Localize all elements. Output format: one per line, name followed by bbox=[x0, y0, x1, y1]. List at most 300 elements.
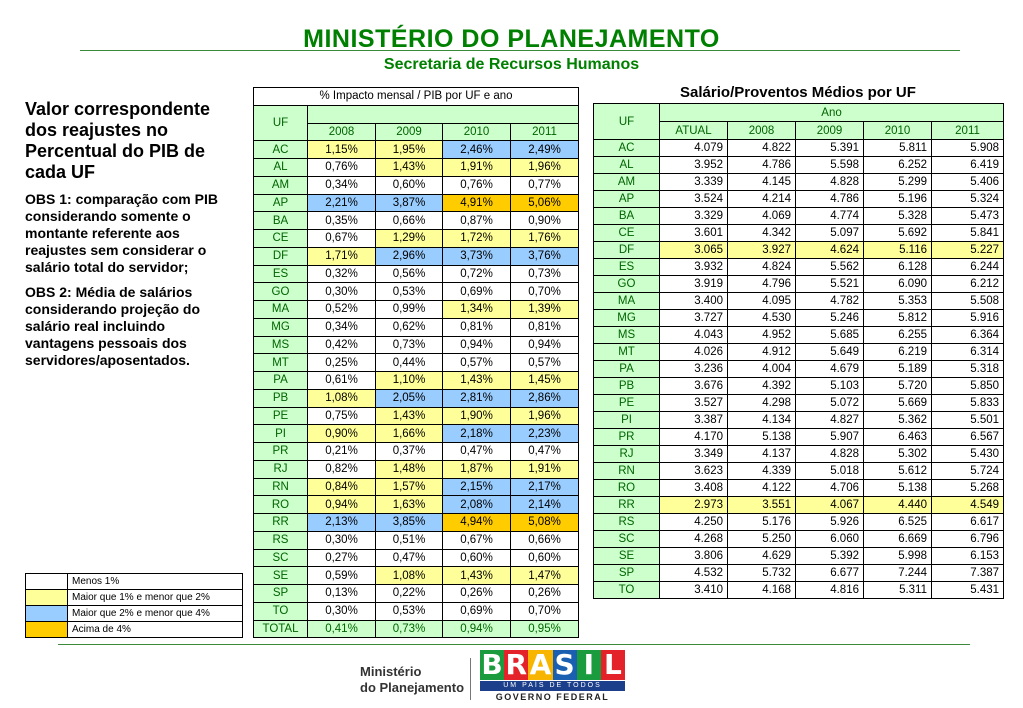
pib-cell: 0,61% bbox=[308, 372, 376, 390]
salary-cell: 3.676 bbox=[660, 378, 728, 395]
pib-cell: 2,81% bbox=[443, 389, 511, 407]
pib-cell: 0,37% bbox=[376, 443, 443, 461]
salary-cell: 4.827 bbox=[796, 412, 864, 429]
pib-cell: 0,30% bbox=[308, 602, 376, 620]
pib-title-row bbox=[254, 88, 579, 106]
pib-cell: 0,99% bbox=[376, 301, 443, 319]
salary-cell: 5.189 bbox=[864, 361, 932, 378]
salary-row bbox=[594, 174, 1004, 191]
salary-uf-ap: AP bbox=[594, 191, 660, 208]
pib-cell: 0,27% bbox=[308, 549, 376, 567]
brasil-letter: A bbox=[529, 648, 552, 681]
brasil-letter: I bbox=[577, 650, 601, 680]
salary-cell: 3.408 bbox=[660, 480, 728, 497]
salary-cell: 5.097 bbox=[796, 225, 864, 242]
salary-cell: 4.168 bbox=[728, 582, 796, 599]
salary-cell: 7.387 bbox=[932, 565, 1004, 582]
pib-row bbox=[254, 230, 579, 248]
salary-cell: 4.079 bbox=[660, 140, 728, 157]
salary-cell: 4.782 bbox=[796, 293, 864, 310]
salary-row bbox=[594, 225, 1004, 242]
salary-cell: 6.364 bbox=[932, 327, 1004, 344]
pib-cell: 0,73% bbox=[511, 265, 579, 283]
pib-uf-mg: MG bbox=[254, 318, 308, 336]
pib-uf-rj: RJ bbox=[254, 460, 308, 478]
salary-row bbox=[594, 582, 1004, 599]
salary-cell: 4.679 bbox=[796, 361, 864, 378]
salary-row bbox=[594, 480, 1004, 497]
salary-row bbox=[594, 565, 1004, 582]
pib-uf-am: AM bbox=[254, 176, 308, 194]
salary-cell: 6.212 bbox=[932, 276, 1004, 293]
salary-cell: 3.806 bbox=[660, 548, 728, 565]
pib-cell: 0,25% bbox=[308, 354, 376, 372]
salary-cell: 5.392 bbox=[796, 548, 864, 565]
pib-row bbox=[254, 585, 579, 603]
pib-cell: 1,96% bbox=[511, 159, 579, 177]
brasil-wordmark bbox=[480, 650, 625, 680]
footer-divider bbox=[58, 644, 970, 645]
pib-uf-rn: RN bbox=[254, 478, 308, 496]
salary-uf-mg: MG bbox=[594, 310, 660, 327]
salary-cell: 2.973 bbox=[660, 497, 728, 514]
pib-cell: 3,87% bbox=[376, 194, 443, 212]
salary-cell: 5.362 bbox=[864, 412, 932, 429]
salary-row bbox=[594, 412, 1004, 429]
salary-col-2011: 2011 bbox=[932, 122, 1004, 140]
pib-row bbox=[254, 549, 579, 567]
salary-cell: 5.324 bbox=[932, 191, 1004, 208]
pib-cell: 0,70% bbox=[511, 602, 579, 620]
pib-cell: 0,21% bbox=[308, 443, 376, 461]
pib-cell: 3,85% bbox=[376, 514, 443, 532]
pib-uf-sp: SP bbox=[254, 585, 308, 603]
salary-uf-mt: MT bbox=[594, 344, 660, 361]
pib-uf-ap: AP bbox=[254, 194, 308, 212]
salary-row bbox=[594, 276, 1004, 293]
salary-row bbox=[594, 293, 1004, 310]
pib-cell: 0,34% bbox=[308, 318, 376, 336]
salary-cell: 3.927 bbox=[728, 242, 796, 259]
salary-cell: 5.811 bbox=[864, 140, 932, 157]
pib-cell: 0,75% bbox=[308, 407, 376, 425]
salary-cell: 6.244 bbox=[932, 259, 1004, 276]
salary-cell: 5.926 bbox=[796, 514, 864, 531]
pib-cell: 2,14% bbox=[511, 496, 579, 514]
brasil-letter: R bbox=[505, 648, 528, 681]
salary-cell: 6.567 bbox=[932, 429, 1004, 446]
governo-federal: GOVERNO FEDERAL bbox=[495, 692, 610, 702]
pib-uf-sc: SC bbox=[254, 549, 308, 567]
salary-cell: 5.649 bbox=[796, 344, 864, 361]
salary-cell: 5.318 bbox=[932, 361, 1004, 378]
pib-cell: 0,69% bbox=[443, 283, 511, 301]
pib-cell: 2,21% bbox=[308, 194, 376, 212]
pib-cell: 1,71% bbox=[308, 247, 376, 265]
ministry-logo bbox=[360, 664, 464, 696]
pib-cell: 1,95% bbox=[376, 141, 443, 159]
pib-uf-ba: BA bbox=[254, 212, 308, 230]
salary-uf-pb: PB bbox=[594, 378, 660, 395]
salary-cell: 6.060 bbox=[796, 531, 864, 548]
salary-cell: 4.706 bbox=[796, 480, 864, 497]
salary-row bbox=[594, 310, 1004, 327]
salary-cell: 4.532 bbox=[660, 565, 728, 582]
salary-cell: 4.392 bbox=[728, 378, 796, 395]
pib-cell: 1,43% bbox=[443, 567, 511, 585]
salary-cell: 5.598 bbox=[796, 157, 864, 174]
pib-uf-pr: PR bbox=[254, 443, 308, 461]
pib-cell: 0,32% bbox=[308, 265, 376, 283]
salary-cell: 5.508 bbox=[932, 293, 1004, 310]
pib-row bbox=[254, 318, 579, 336]
pib-cell: 2,05% bbox=[376, 389, 443, 407]
salary-cell: 4.067 bbox=[796, 497, 864, 514]
salary-cell: 6.463 bbox=[864, 429, 932, 446]
pib-year-2008: 2008 bbox=[308, 123, 376, 141]
pib-header-spacer bbox=[308, 105, 579, 123]
salary-cell: 3.524 bbox=[660, 191, 728, 208]
salary-cell: 5.176 bbox=[728, 514, 796, 531]
pib-cell: 1,10% bbox=[376, 372, 443, 390]
salary-uf-ac: AC bbox=[594, 140, 660, 157]
pib-cell: 0,81% bbox=[511, 318, 579, 336]
pib-cell: 0,26% bbox=[511, 585, 579, 603]
pib-cell: 0,73% bbox=[376, 336, 443, 354]
salary-row bbox=[594, 208, 1004, 225]
pib-cell: 0,30% bbox=[308, 531, 376, 549]
salary-cell: 6.219 bbox=[864, 344, 932, 361]
salary-cell: 4.145 bbox=[728, 174, 796, 191]
salary-cell: 6.090 bbox=[864, 276, 932, 293]
salary-cell: 6.153 bbox=[932, 548, 1004, 565]
pib-cell: 2,18% bbox=[443, 425, 511, 443]
pib-row bbox=[254, 531, 579, 549]
salary-uf-go: GO bbox=[594, 276, 660, 293]
salary-uf-se: SE bbox=[594, 548, 660, 565]
salary-cell: 4.816 bbox=[796, 582, 864, 599]
pib-row bbox=[254, 567, 579, 585]
pib-cell: 0,69% bbox=[443, 602, 511, 620]
pib-row bbox=[254, 354, 579, 372]
salary-cell: 4.137 bbox=[728, 446, 796, 463]
pib-uf-ac: AC bbox=[254, 141, 308, 159]
pib-cell: 5,08% bbox=[511, 514, 579, 532]
pib-uf-mt: MT bbox=[254, 354, 308, 372]
salary-cell: 5.812 bbox=[864, 310, 932, 327]
salary-uf-df: DF bbox=[594, 242, 660, 259]
salary-cell: 5.302 bbox=[864, 446, 932, 463]
pib-cell: 2,08% bbox=[443, 496, 511, 514]
salary-cell: 5.138 bbox=[728, 429, 796, 446]
pib-year-2010: 2010 bbox=[443, 123, 511, 141]
pib-row bbox=[254, 141, 579, 159]
pib-cell: 4,94% bbox=[443, 514, 511, 532]
salary-row bbox=[594, 395, 1004, 412]
salary-cell: 6.669 bbox=[864, 531, 932, 548]
salary-cell: 3.919 bbox=[660, 276, 728, 293]
pib-cell: 1,76% bbox=[511, 230, 579, 248]
salary-row bbox=[594, 463, 1004, 480]
salary-cell: 3.551 bbox=[728, 497, 796, 514]
salary-cell: 3.623 bbox=[660, 463, 728, 480]
salary-cell: 4.440 bbox=[864, 497, 932, 514]
salary-cell: 3.727 bbox=[660, 310, 728, 327]
pib-cell: 1,48% bbox=[376, 460, 443, 478]
salary-cell: 5.406 bbox=[932, 174, 1004, 191]
pib-cell: 0,94% bbox=[511, 336, 579, 354]
pib-cell: 0,66% bbox=[511, 531, 579, 549]
salary-cell: 4.774 bbox=[796, 208, 864, 225]
salary-cell: 5.669 bbox=[864, 395, 932, 412]
pib-cell: 0,13% bbox=[308, 585, 376, 603]
salary-cell: 4.912 bbox=[728, 344, 796, 361]
salary-col-2009: 2009 bbox=[796, 122, 864, 140]
pib-cell: 1,63% bbox=[376, 496, 443, 514]
salary-cell: 4.786 bbox=[728, 157, 796, 174]
pib-row bbox=[254, 602, 579, 620]
pib-uf-al: AL bbox=[254, 159, 308, 177]
pib-cell: 1,57% bbox=[376, 478, 443, 496]
pib-row bbox=[254, 478, 579, 496]
salary-row bbox=[594, 531, 1004, 548]
pib-cell: 1,87% bbox=[443, 460, 511, 478]
pib-uf-header: UF bbox=[254, 105, 308, 141]
pib-uf-ma: MA bbox=[254, 301, 308, 319]
salary-cell: 6.525 bbox=[864, 514, 932, 531]
pib-cell: 1,66% bbox=[376, 425, 443, 443]
pib-cell: 0,67% bbox=[443, 531, 511, 549]
salary-cell: 6.617 bbox=[932, 514, 1004, 531]
pib-cell: 0,94% bbox=[443, 336, 511, 354]
salary-cell: 5.430 bbox=[932, 446, 1004, 463]
salary-cell: 4.828 bbox=[796, 174, 864, 191]
salary-cell: 5.562 bbox=[796, 259, 864, 276]
salary-row bbox=[594, 361, 1004, 378]
pib-cell: 0,57% bbox=[443, 354, 511, 372]
pib-uf-df: DF bbox=[254, 247, 308, 265]
pib-cell: 0,52% bbox=[308, 301, 376, 319]
pib-cell: 0,56% bbox=[376, 265, 443, 283]
salary-uf-sp: SP bbox=[594, 565, 660, 582]
salary-cell: 5.299 bbox=[864, 174, 932, 191]
pib-cell: 2,96% bbox=[376, 247, 443, 265]
pib-row bbox=[254, 176, 579, 194]
legend-swatch bbox=[26, 622, 68, 638]
pib-row bbox=[254, 443, 579, 461]
salary-uf-ro: RO bbox=[594, 480, 660, 497]
pib-cell: 0,47% bbox=[443, 443, 511, 461]
salary-cell: 4.134 bbox=[728, 412, 796, 429]
logo-separator bbox=[470, 658, 471, 700]
pib-cell: 2,17% bbox=[511, 478, 579, 496]
pib-row bbox=[254, 159, 579, 177]
pib-cell: 1,43% bbox=[443, 372, 511, 390]
salary-uf-rs: RS bbox=[594, 514, 660, 531]
pib-cell: 0,77% bbox=[511, 176, 579, 194]
pib-uf-pa: PA bbox=[254, 372, 308, 390]
salary-cell: 4.828 bbox=[796, 446, 864, 463]
salary-cell: 3.952 bbox=[660, 157, 728, 174]
salary-uf-sc: SC bbox=[594, 531, 660, 548]
pib-total-row bbox=[254, 620, 579, 638]
salary-table bbox=[593, 103, 1004, 599]
pib-uf-se: SE bbox=[254, 567, 308, 585]
pib-cell: 2,13% bbox=[308, 514, 376, 532]
pib-row bbox=[254, 283, 579, 301]
pib-row bbox=[254, 496, 579, 514]
salary-row bbox=[594, 191, 1004, 208]
pib-cell: 1,47% bbox=[511, 567, 579, 585]
pib-row bbox=[254, 194, 579, 212]
salary-cell: 5.908 bbox=[932, 140, 1004, 157]
salary-cell: 3.410 bbox=[660, 582, 728, 599]
pib-cell: 0,60% bbox=[443, 549, 511, 567]
notes-heading: Valor correspondente dos reajustes no Percentual do PIB de cada UF bbox=[25, 99, 211, 182]
pib-row bbox=[254, 212, 579, 230]
pib-cell: 0,30% bbox=[308, 283, 376, 301]
salary-cell: 5.833 bbox=[932, 395, 1004, 412]
salary-cell: 5.685 bbox=[796, 327, 864, 344]
salary-cell: 6.255 bbox=[864, 327, 932, 344]
pib-uf-ce: CE bbox=[254, 230, 308, 248]
ministry-logo-line2: do Planejamento bbox=[360, 680, 465, 695]
pib-cell: 0,60% bbox=[376, 176, 443, 194]
salary-uf-pa: PA bbox=[594, 361, 660, 378]
salary-uf-es: ES bbox=[594, 259, 660, 276]
salary-row bbox=[594, 140, 1004, 157]
pib-cell: 1,08% bbox=[376, 567, 443, 585]
salary-cell: 5.916 bbox=[932, 310, 1004, 327]
salary-cell: 5.431 bbox=[932, 582, 1004, 599]
pib-cell: 0,66% bbox=[376, 212, 443, 230]
legend-row bbox=[26, 590, 243, 606]
salary-cell: 6.677 bbox=[796, 565, 864, 582]
salary-cell: 5.246 bbox=[796, 310, 864, 327]
pib-cell: 1,39% bbox=[511, 301, 579, 319]
salary-cell: 6.128 bbox=[864, 259, 932, 276]
salary-row bbox=[594, 429, 1004, 446]
salary-cell: 3.329 bbox=[660, 208, 728, 225]
pib-uf-go: GO bbox=[254, 283, 308, 301]
pib-cell: 1,43% bbox=[376, 407, 443, 425]
salary-cell: 4.952 bbox=[728, 327, 796, 344]
salary-cell: 6.314 bbox=[932, 344, 1004, 361]
salary-uf-ba: BA bbox=[594, 208, 660, 225]
legend-swatch bbox=[26, 606, 68, 622]
salary-cell: 7.244 bbox=[864, 565, 932, 582]
legend-label: Acima de 4% bbox=[68, 622, 243, 638]
pib-header-row bbox=[254, 105, 579, 123]
salary-cell: 5.227 bbox=[932, 242, 1004, 259]
notes-panel bbox=[25, 99, 230, 369]
salary-cell: 4.298 bbox=[728, 395, 796, 412]
salary-cell: 6.796 bbox=[932, 531, 1004, 548]
salary-cell: 4.824 bbox=[728, 259, 796, 276]
salary-cell: 4.624 bbox=[796, 242, 864, 259]
salary-cell: 5.328 bbox=[864, 208, 932, 225]
pib-cell: 2,23% bbox=[511, 425, 579, 443]
salary-row bbox=[594, 548, 1004, 565]
salary-table-title: Salário/Proventos Médios por UF bbox=[680, 84, 916, 101]
salary-cell: 5.720 bbox=[864, 378, 932, 395]
salary-col-2008: 2008 bbox=[728, 122, 796, 140]
salary-cell: 4.250 bbox=[660, 514, 728, 531]
pib-uf-pb: PB bbox=[254, 389, 308, 407]
salary-cell: 5.103 bbox=[796, 378, 864, 395]
salary-ano-header: Ano bbox=[660, 104, 1004, 122]
salary-cell: 4.339 bbox=[728, 463, 796, 480]
pib-uf-to: TO bbox=[254, 602, 308, 620]
salary-cell: 5.724 bbox=[932, 463, 1004, 480]
pib-total-cell: 0,73% bbox=[376, 620, 443, 638]
salary-cell: 6.419 bbox=[932, 157, 1004, 174]
salary-cell: 5.196 bbox=[864, 191, 932, 208]
pib-total-cell: 0,95% bbox=[511, 620, 579, 638]
salary-cell: 4.786 bbox=[796, 191, 864, 208]
salary-cell: 3.400 bbox=[660, 293, 728, 310]
pib-cell: 4,91% bbox=[443, 194, 511, 212]
salary-cell: 5.692 bbox=[864, 225, 932, 242]
pib-row bbox=[254, 514, 579, 532]
salary-uf-header: UF bbox=[594, 104, 660, 140]
salary-cell: 4.004 bbox=[728, 361, 796, 378]
salary-cell: 5.473 bbox=[932, 208, 1004, 225]
salary-cell: 5.841 bbox=[932, 225, 1004, 242]
salary-cell: 5.501 bbox=[932, 412, 1004, 429]
salary-cell: 4.342 bbox=[728, 225, 796, 242]
pib-cell: 0,81% bbox=[443, 318, 511, 336]
pib-cell: 2,15% bbox=[443, 478, 511, 496]
pib-cell: 1,72% bbox=[443, 230, 511, 248]
pib-cell: 1,34% bbox=[443, 301, 511, 319]
salary-uf-rr: RR bbox=[594, 497, 660, 514]
salary-cell: 4.629 bbox=[728, 548, 796, 565]
page-title: MINISTÉRIO DO PLANEJAMENTO bbox=[303, 25, 720, 53]
pib-cell: 0,90% bbox=[308, 425, 376, 443]
pib-cell: 0,82% bbox=[308, 460, 376, 478]
pib-cell: 0,34% bbox=[308, 176, 376, 194]
pib-row bbox=[254, 265, 579, 283]
salary-cell: 5.907 bbox=[796, 429, 864, 446]
pib-cell: 0,57% bbox=[511, 354, 579, 372]
pib-cell: 0,44% bbox=[376, 354, 443, 372]
salary-cell: 4.170 bbox=[660, 429, 728, 446]
pib-cell: 0,59% bbox=[308, 567, 376, 585]
pib-cell: 0,84% bbox=[308, 478, 376, 496]
pib-cell: 0,47% bbox=[511, 443, 579, 461]
title-divider bbox=[80, 50, 960, 51]
salary-col-2010: 2010 bbox=[864, 122, 932, 140]
pib-uf-rr: RR bbox=[254, 514, 308, 532]
salary-uf-ma: MA bbox=[594, 293, 660, 310]
salary-uf-rj: RJ bbox=[594, 446, 660, 463]
legend-swatch bbox=[26, 574, 68, 590]
pib-cell: 0,90% bbox=[511, 212, 579, 230]
page-subtitle: Secretaria de Recursos Humanos bbox=[383, 56, 640, 73]
pib-cell: 0,94% bbox=[308, 496, 376, 514]
pib-cell: 0,53% bbox=[376, 602, 443, 620]
pib-cell: 0,22% bbox=[376, 585, 443, 603]
legend-row bbox=[26, 574, 243, 590]
salary-row bbox=[594, 446, 1004, 463]
brasil-letter: L bbox=[601, 650, 625, 680]
salary-uf-ce: CE bbox=[594, 225, 660, 242]
pib-cell: 3,76% bbox=[511, 247, 579, 265]
pib-total-label: TOTAL bbox=[254, 620, 308, 638]
salary-cell: 5.353 bbox=[864, 293, 932, 310]
salary-cell: 3.527 bbox=[660, 395, 728, 412]
